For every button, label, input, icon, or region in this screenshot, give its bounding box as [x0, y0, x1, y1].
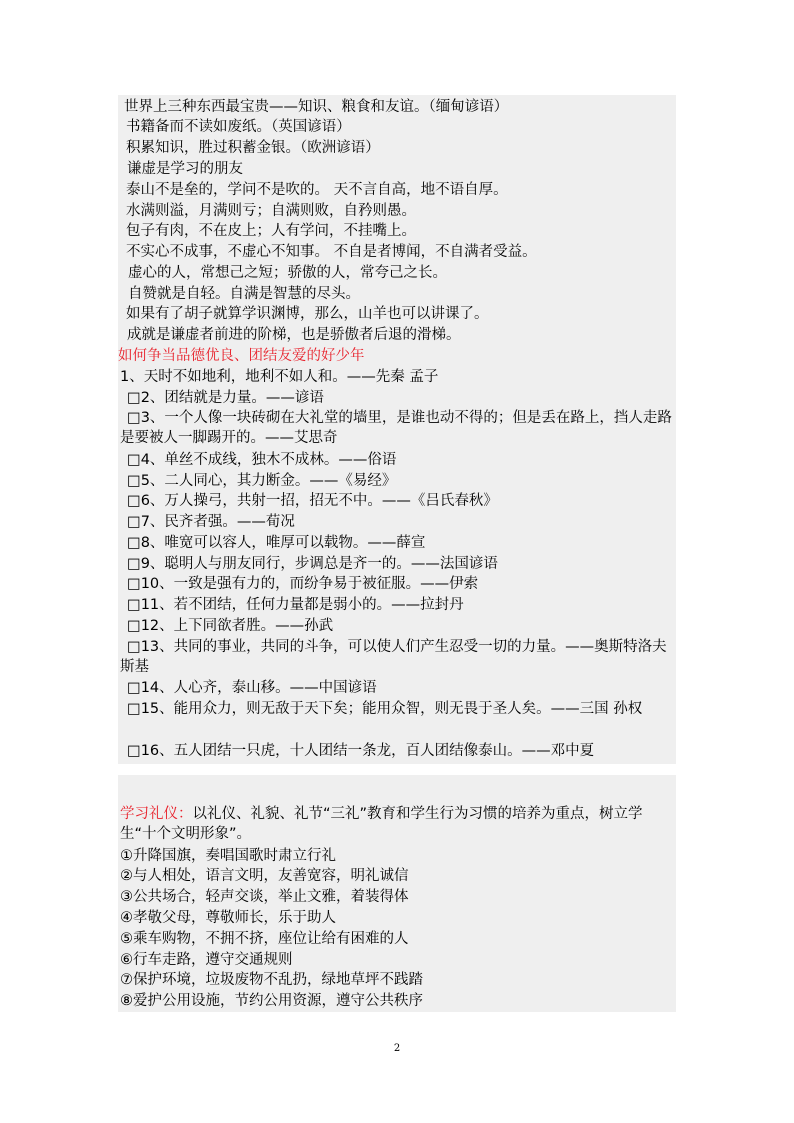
proverb-line: 谦虚是学习的朋友 [127, 161, 243, 177]
etiquette-item: ③公共场合，轻声交谈，举止文雅，着装得体 [120, 889, 409, 905]
quote-item: □2、团结就是力量。——谚语 [127, 390, 324, 406]
quote-item: □11、若不团结，任何力量都是弱小的。——拉封丹 [127, 597, 464, 613]
quote-item: 1、天时不如地利，地利不如人和。——先秦 孟子 [120, 369, 439, 385]
etiquette-intro [120, 804, 676, 844]
etiquette-intro-text: 以礼仪、礼貌、礼节“三礼”教育和学生行为习惯的培养为重点，树立学生“十个文明形象”。 [120, 806, 643, 842]
page-number: 2 [393, 1043, 401, 1054]
proverb-line: 包子有肉，不在皮上；人有学问，不挂嘴上。 [126, 223, 416, 239]
quote-item: □16、五人团结一只虎，十人团结一条龙，百人团结像泰山。——邓中夏 [127, 743, 595, 759]
quote-item: □14、人心齐，泰山移。——中国谚语 [127, 680, 377, 696]
section-heading: 学习礼仪： [120, 806, 193, 822]
section-heading: 如何争当品德优良、团结友爱的好少年 [118, 348, 365, 364]
proverb-line: 不实心不成事，不虚心不知事。 不自是者博闻，不自满者受益。 [126, 244, 537, 260]
quote-item: □13、共同的事业，共同的斗争，可以使人们产生忍受一切的力量。——奥斯特洛夫斯基 [120, 639, 667, 675]
quote-item: □3、一个人像一块砖砌在大礼堂的墙里，是谁也动不得的；但是丢在路上，挡人走路是要被人一脚踢开的。——艾思奇 [120, 410, 672, 446]
quote-item: □6、万人操弓，共射一招，招无不中。——《吕氏春秋》 [127, 493, 498, 509]
proverb-line: 世界上三种东西最宝贵——知识、粮食和友谊。（缅甸谚语） [124, 99, 509, 115]
etiquette-item: ⑥行车走路，遵守交通规则 [120, 952, 293, 968]
etiquette-item: ⑧爱护公用设施，节约公用资源，遵守公共秩序 [120, 993, 423, 1009]
proverb-line: 泰山不是垒的，学问不是吹的。 天不言自高，地不语自厚。 [126, 182, 508, 198]
quote-item: □4、单丝不成线，独木不成林。——俗语 [127, 452, 397, 468]
quote-item: □9、聪明人与朋友同行，步调总是齐一的。——法国谚语 [127, 556, 498, 572]
quote-item: □7、民齐者强。——荀况 [127, 514, 295, 530]
proverb-line: 成就是谦虚者前进的阶梯，也是骄傲者后退的滑梯。 [127, 327, 461, 343]
quote-item: □10、一致是强有力的，而纷争易于被征服。——伊索 [127, 576, 479, 592]
etiquette-item: ②与人相处，语言文明，友善宽容，明礼诚信 [120, 868, 409, 884]
quote-item: □12、上下同欲者胜。——孙武 [127, 618, 334, 634]
proverb-line: 自赞就是自轻。自满是智慧的尽头。 [128, 286, 360, 302]
etiquette-item: ⑦保护环境，垃圾废物不乱扔，绿地草坪不践踏 [120, 972, 423, 988]
etiquette-item: ①升降国旗，奏唱国歌时肃立行礼 [120, 848, 336, 864]
quote-item: □5、二人同心，其力断金。——《易经》 [127, 473, 397, 489]
etiquette-item: ⑤乘车购物，不拥不挤，座位让给有困难的人 [120, 931, 409, 947]
proverb-line: 积累知识，胜过积蓄金银。（欧洲谚语） [126, 140, 380, 156]
proverb-line: 如果有了胡子就算学识渊博，那么，山羊也可以讲课了。 [126, 306, 489, 322]
proverb-line: 水满则溢，月满则亏；自满则败，自矜则愚。 [126, 203, 416, 219]
quote-item: □15、能用众力，则无敌于天下矣；能用众智，则无畏于圣人矣。——三国 孙权 [127, 701, 643, 717]
proverb-line: 虚心的人，常想己之短；骄傲的人，常夸己之长。 [128, 265, 447, 281]
etiquette-item: ④孝敬父母，尊敬师长，乐于助人 [120, 910, 336, 926]
quote-item: □8、唯宽可以容人，唯厚可以载物。——薛宣 [127, 535, 426, 551]
proverb-line: 书籍备而不读如废纸。（英国谚语） [126, 119, 351, 135]
